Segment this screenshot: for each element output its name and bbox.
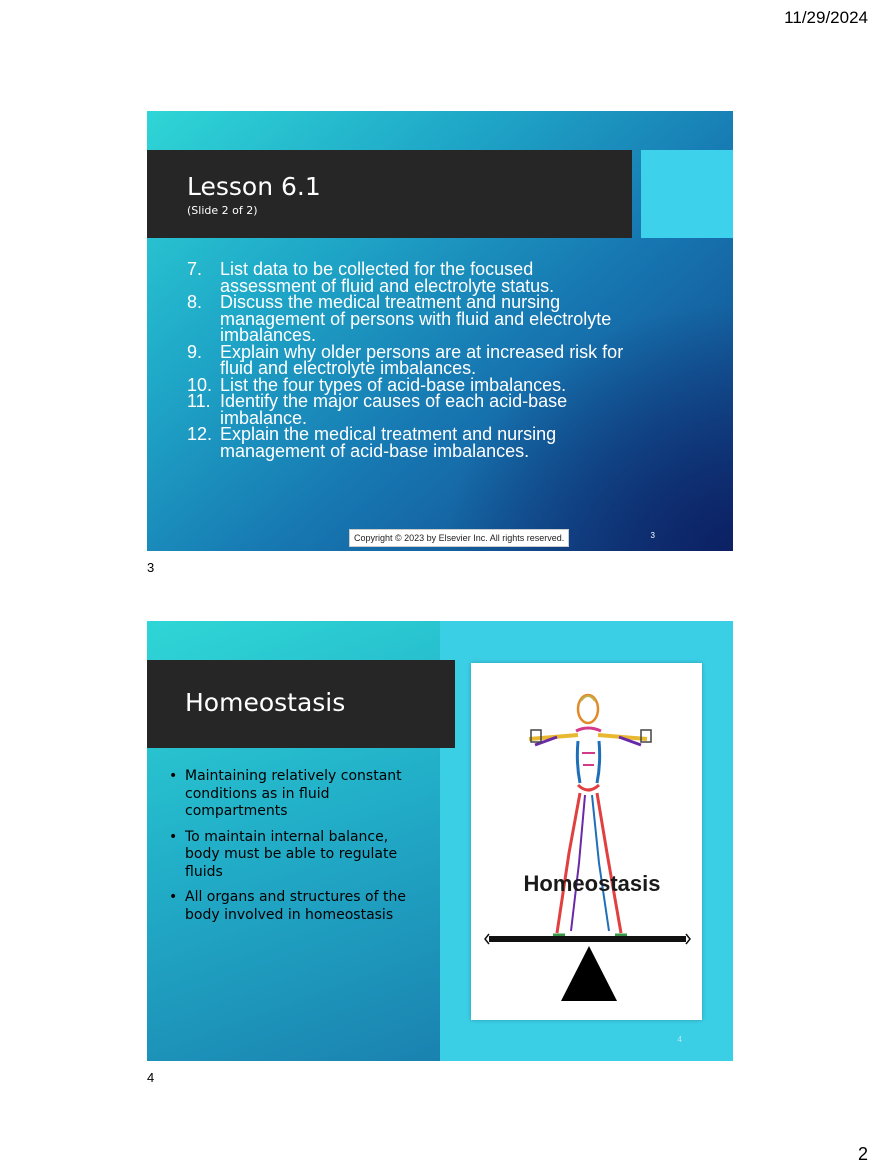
slide-3 (147, 111, 733, 551)
slide-title-bar (147, 660, 455, 748)
slide-number: 4 (677, 1035, 682, 1044)
objective-number: 12. (187, 424, 213, 444)
slide-label: 3 (147, 560, 155, 575)
bullet-list (169, 768, 419, 932)
bullet-text: To maintain internal balance, body must be able to regulate fluids (185, 828, 398, 880)
bullet-item (169, 889, 419, 924)
slide-label: 4 (147, 1070, 155, 1085)
objective-number: 10. (187, 374, 213, 395)
slide-4 (147, 621, 733, 1061)
copyright-notice: Copyright © 2023 by Elsevier Inc. All rights reserved. (349, 529, 569, 547)
objective-number: 7. (187, 259, 203, 279)
image-caption: Homeostasis (523, 871, 661, 896)
homeostasis-image (471, 663, 702, 1020)
page-number: 2 (857, 1144, 868, 1164)
objective-text: List data to be collected for the focused assessment of fluid and electrolyte status. (220, 259, 555, 296)
objectives-list (187, 261, 627, 459)
objective-item (187, 426, 627, 459)
objective-item (187, 341, 627, 378)
slide-title: Homeostasis (185, 688, 346, 717)
accent-square (641, 150, 733, 238)
homeostasis-figure-icon (471, 663, 702, 1020)
print-date: 11/29/2024 (784, 8, 868, 27)
bullet-icon: • (169, 828, 178, 845)
objective-text: Discuss the medical treatment and nursing management of persons with fluid and electrolyte imbalances. (220, 292, 612, 345)
objective-text: List the four types of acid-base imbalances. (220, 374, 567, 395)
bullet-icon: • (169, 768, 178, 784)
slide-subtitle: (Slide 2 of 2) (187, 204, 258, 217)
objective-number: 11. (187, 391, 211, 411)
objective-text: Explain the medical treatment and nursing management of acid-base imbalances. (220, 424, 557, 461)
objective-number: 8. (187, 292, 203, 312)
objective-item (187, 294, 627, 344)
bullet-icon: • (169, 889, 178, 905)
bullet-item (169, 829, 419, 882)
slide-title-bar (147, 150, 632, 238)
bullet-item (169, 768, 419, 821)
objective-text: Identify the major causes of each acid-base imbalance. (220, 391, 568, 428)
objective-item (187, 393, 627, 426)
objective-text: Explain why older persons are at increased risk for fluid and electrolyte imbalances. (220, 341, 624, 378)
bullet-text: All organs and structures of the body involved in homeostasis (185, 889, 406, 923)
slide-number: 3 (650, 531, 655, 540)
objective-number: 9. (187, 341, 203, 362)
bullet-text: Maintaining relatively constant conditions as in fluid compartments (185, 768, 402, 819)
slide-title: Lesson 6.1 (187, 172, 321, 201)
objective-item (187, 261, 627, 294)
